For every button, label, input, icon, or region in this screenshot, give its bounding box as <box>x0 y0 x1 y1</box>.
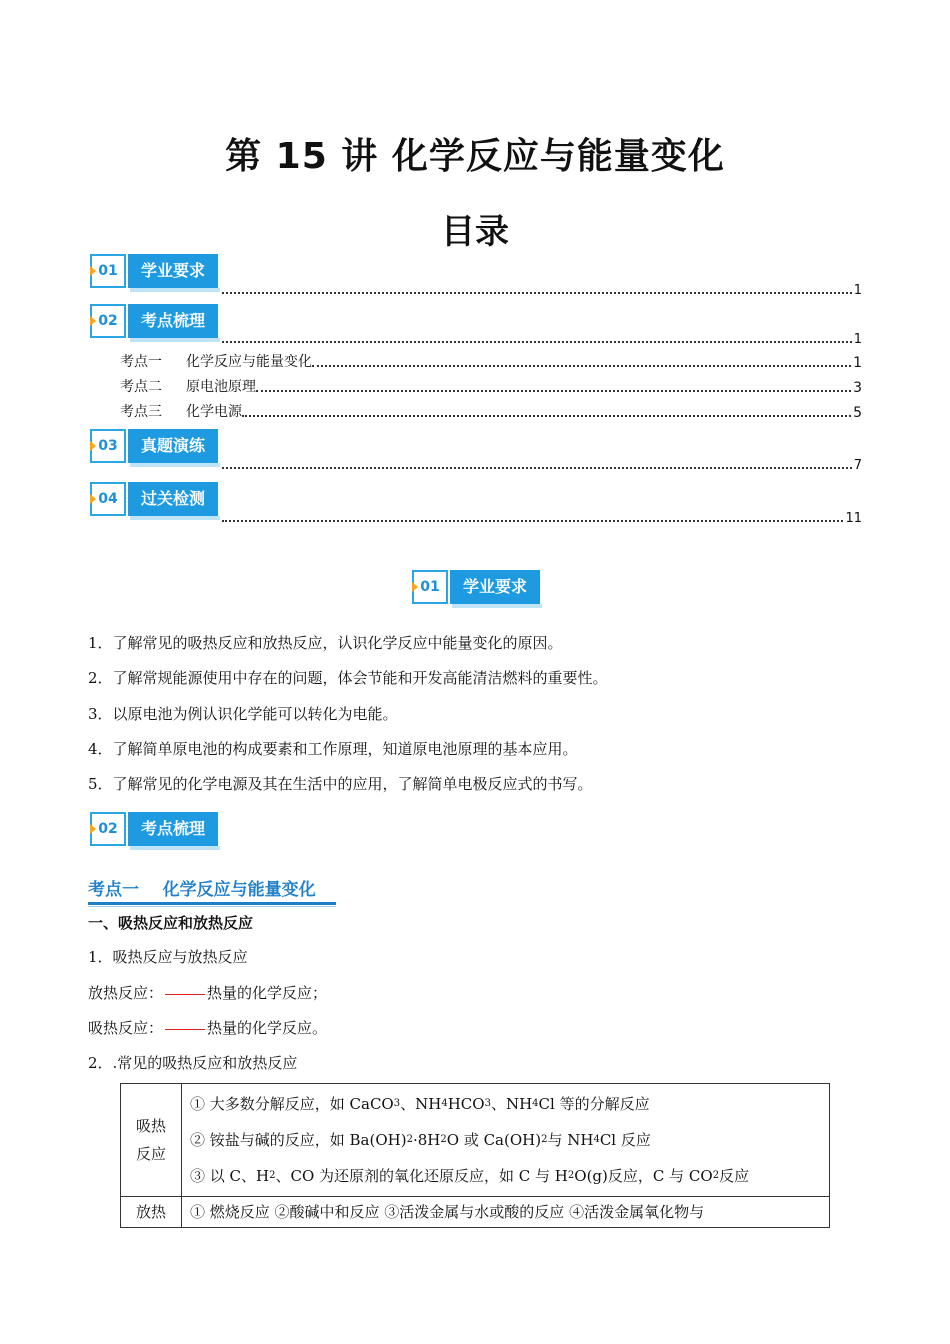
requirement-item: 2．了解常规能源使用中存在的问题，体会节能和开发高能清洁燃料的重要性。 <box>88 669 608 687</box>
toc-page-number: 1 <box>853 332 862 347</box>
badge-number: 01 <box>412 570 448 604</box>
table-row <box>121 1197 830 1228</box>
arrow-icon <box>90 441 96 451</box>
badge-label: 考点梳理 <box>128 812 218 846</box>
toc-badge-2[interactable] <box>90 304 218 338</box>
toc-subentry-2[interactable]: 考点二 原电池原理 3 <box>120 379 862 396</box>
toc-entry-3[interactable] <box>222 455 862 473</box>
toc-badge-3[interactable] <box>90 429 218 463</box>
paragraph: 2．.常见的吸热反应和放热反应 <box>88 1054 298 1072</box>
toc-badge-4[interactable] <box>90 482 218 516</box>
toc-page-number: 1 <box>853 283 862 298</box>
fill-blank-line: 放热反应： 热量的化学反应； <box>88 984 328 1002</box>
arrow-icon <box>90 824 96 834</box>
toc-entry-4[interactable] <box>222 508 862 526</box>
requirement-item: 4．了解简单原电池的构成要素和工作原理，知道原电池原理的基本应用。 <box>88 740 578 758</box>
arrow-icon <box>90 316 96 326</box>
arrow-icon <box>90 494 96 504</box>
toc-page-number: 11 <box>845 511 862 526</box>
reaction-table <box>120 1083 830 1228</box>
toc-badge-1[interactable] <box>90 254 218 288</box>
arrow-icon <box>412 582 418 592</box>
sub-heading: 一、吸热反应和放热反应 <box>88 914 254 932</box>
badge-label: 学业要求 <box>128 254 218 288</box>
kaodian-heading: 考点一 化学反应与能量变化 <box>88 880 316 900</box>
requirement-item: 1．了解常见的吸热反应和放热反应，认识化学反应中能量变化的原因。 <box>88 634 563 652</box>
toc-page-number: 3 <box>853 380 862 396</box>
row-header: 吸热 反应 <box>121 1084 182 1197</box>
page-title: 第 15 讲 化学反应与能量变化 <box>225 136 725 177</box>
toc-title: 目录 <box>441 212 509 252</box>
badge-number: 03 <box>90 429 126 463</box>
toc-subentry-1[interactable]: 考点一 化学反应与能量变化 1 <box>120 354 862 371</box>
toc-entry-1[interactable] <box>222 280 862 298</box>
arrow-icon <box>90 266 96 276</box>
badge-label: 真题演练 <box>128 429 218 463</box>
paragraph: 1．吸热反应与放热反应 <box>88 948 248 966</box>
requirement-item: 5．了解常见的化学电源及其在生活中的应用，了解简单电极反应式的书写。 <box>88 775 593 793</box>
answer-blank[interactable] <box>165 1029 205 1030</box>
toc-subentry-3[interactable]: 考点三 化学电源 5 <box>120 404 862 421</box>
badge-number: 04 <box>90 482 126 516</box>
answer-blank[interactable] <box>165 994 205 995</box>
table-cell: ① 燃烧反应 ②酸碱中和反应 ③活泼金属与水或酸的反应 ④活泼金属氧化物与 <box>182 1197 830 1228</box>
toc-page-number: 7 <box>853 458 862 473</box>
fill-blank-line: 吸热反应： 热量的化学反应。 <box>88 1019 328 1037</box>
row-header: 放热 <box>121 1197 182 1228</box>
badge-label: 过关检测 <box>128 482 218 516</box>
badge-label: 学业要求 <box>450 570 540 604</box>
table-row <box>121 1084 830 1197</box>
badge-number: 02 <box>90 304 126 338</box>
toc-page-number: 5 <box>853 405 862 421</box>
heading-underline <box>88 902 336 905</box>
section-badge-requirements <box>412 570 540 604</box>
badge-number: 02 <box>90 812 126 846</box>
toc-page-number: 1 <box>853 355 862 371</box>
badge-number: 01 <box>90 254 126 288</box>
requirement-item: 3．以原电池为例认识化学能可以转化为电能。 <box>88 705 398 723</box>
section-badge-key-points <box>90 812 218 846</box>
toc-entry-2[interactable] <box>222 329 862 347</box>
badge-label: 考点梳理 <box>128 304 218 338</box>
table-cell: ① 大多数分解反应，如 CaCO 3 、NH 4 HCO 3 、NH 4 Cl 等的分解反应 ② 铵盐与碱的反应，如 Ba(OH) 2 ·8H 2 O 或 Ca(OH) 2 与 NH 4 Cl 反应 ③ 以 C、H 2 、CO 为还原剂的氧化还原反应，如 C 与 H 2 O(g)反应，C 与 CO 2 反应 <box>182 1084 830 1197</box>
